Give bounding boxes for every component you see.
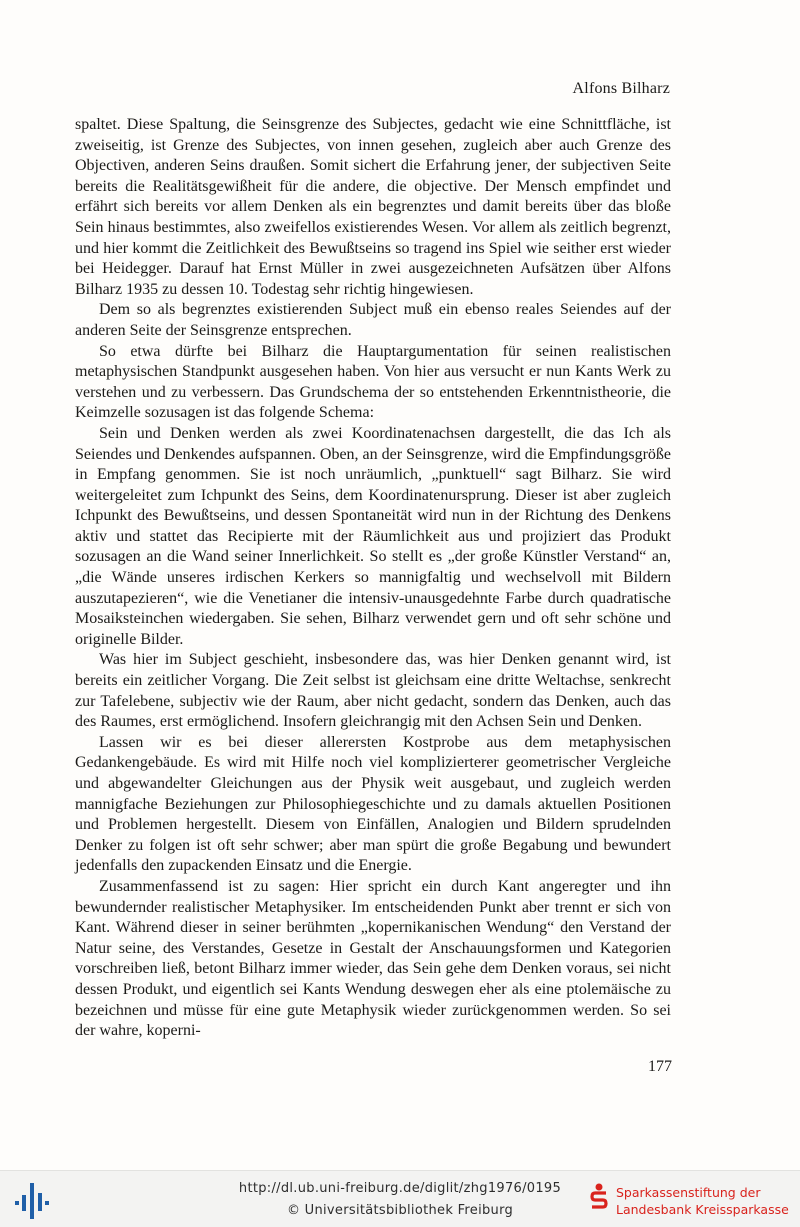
paragraph: Was hier im Subject geschieht, insbesondere das, was hier Denken genannt wird, ist bereits ein zeitlicher Vorgang. Die Zeit selbst ist gleichsam eine dritte Weltachse, senkrecht zur Tafelebene, subjectiv wie der Raum, aber nicht gedacht, sondern das Denken, auch das des Raumes, erst ermöglichend. Insofern gleichrangig mit den Achsen Sein und Denken. — [75, 651, 671, 731]
permalink-url[interactable]: http://dl.ub.uni-freiburg.de/diglit/zhg1976/0195 — [238, 1181, 562, 1196]
page-number: 177 — [648, 1058, 672, 1075]
footer-bar — [0, 1170, 800, 1227]
paragraph: Zusammenfassend ist zu sagen: Hier spricht ein durch Kant angeregter und ihn bewundernder realistischer Metaphysiker. Im entscheidenden Punkt aber trennt er sich von Kant. Während dieser in seiner berühmten „kopernikanischen Wendung“ den Verstand der Natur seine, des Verstandes, Gesetze in Gestalt der Anschauungsformen und Kategorien vorschreiben ließ, betont Bilharz immer wieder, das Sein gehe dem Denken voraus, sei nicht dessen Produkt, und eigentlich sei Kants Wendung deswegen eher als eine ptolemäische zu bezeichnen und müsse für eine gute Metaphysik wieder zurückgenommen werden. So sei der wahre, koperni- — [75, 877, 671, 1040]
paragraph: So etwa dürfte bei Bilharz die Hauptargumentation für seinen realistischen metaphysischen Standpunkt ausgesehen haben. Von hier aus versucht er nun Kants Werk zu verstehen und zu verbessern. Das Grundschema der so entstehenden Erkenntnistheorie, die Keimzelle sozusagen ist das folgende Schema: — [75, 342, 671, 422]
body-text — [75, 115, 671, 1042]
sparkasse-s-icon — [590, 1183, 608, 1213]
sponsor-credit — [590, 1181, 796, 1221]
running-head: Alfons Bilharz — [572, 80, 670, 97]
paragraph: Lassen wir es bei dieser allerersten Kostprobe aus dem metaphysischen Gedankengebäude. Es wird mit Hilfe noch viel komplizierterer geometrischer Vergleiche und abgewandelter Gleichungen aus der Physik weit ausgebaut, und zugleich werden mannigfache Beziehungen zur Philosophiegeschichte und zu damals aktuellen Positionen und Problemen hergestellt. Diesem von Einfällen, Analogien und Bildern sprudelnden Denker zu folgen ist oft sehr schwer; aber man spürt die große Begabung und bewundert jedenfalls den zupackenden Einsatz und die Energie. — [75, 733, 671, 875]
sponsor-line-2: Landesbank Kreissparkasse — [616, 1202, 789, 1217]
paragraph: Sein und Denken werden als zwei Koordinatenachsen dargestellt, die das Ich als Seiendes und Denkendes aufspannen. Oben, an der Seinsgrenze, wird die Empfindungsgröße in Empfang genommen. Sie ist noch unräumlich, „punktuell“ sagt Bilharz. Sie wird weitergeleitet zum Ichpunkt des Seins, dem Koordinatenursprung. Dieser ist aber zugleich Ichpunkt des Bewußtseins, und dessen Spontaneität wird nun in der Richtung des Denkens aktiv und stattet das Recipierte mit der Räumlichkeit aus und projiziert das Produkt sozusagen an die Wand seiner Innerlichkeit. So stellt es „der große Künstler Verstand“ an, „die Wände unseres irdischen Kerkers so mannigfaltig und wechselvoll mit Bildern auszutapezieren“, wie die Venetianer die intensiv-unausgedehnte Farbe durch quadratische Mosaiksteinchen wiedergaben. Sie sehen, Bilharz verwendet gern und oft sehr schöne und originelle Bilder. — [75, 424, 671, 648]
paragraph: spaltet. Diese Spaltung, die Seinsgrenze des Subjectes, gedacht wie eine Schnittfläche, ist zweiseitig, ist Grenze des Subjectes, von innen gesehen, zugleich aber auch Grenze des Objectiven, anderen Seins draußen. Somit sichert die Erfahrung jener, der subjectiven Seite bereits die Realitätsgewißheit für die andere, die objective. Der Mensch empfindet und erfährt sich bereits vor allem Denken als ein begrenztes und damit bereits über das bloße Sein hinaus bestimmtes, also zweifellos existierendes Wesen. Vor allem als zeitlich begrenzt, und hier kommt die Zeitlichkeit des Bewußtseins so tragend ins Spiel wie seither erst wieder bei Heidegger. Darauf hat Ernst Müller in zwei ausgezeichneten Aufsätzen über Alfons Bilharz 1935 zu dessen 10. Todestag sehr richtig hingewiesen. — [75, 116, 671, 298]
copyright-notice: © Universitätsbibliothek Freiburg — [286, 1203, 514, 1218]
paragraph: Dem so als begrenztes existierenden Subject muß ein ebenso reales Seiendes auf der anderen Seite der Seinsgrenze entsprechen. — [75, 301, 671, 339]
sponsor-line-1: Sparkassenstiftung der — [616, 1185, 761, 1200]
